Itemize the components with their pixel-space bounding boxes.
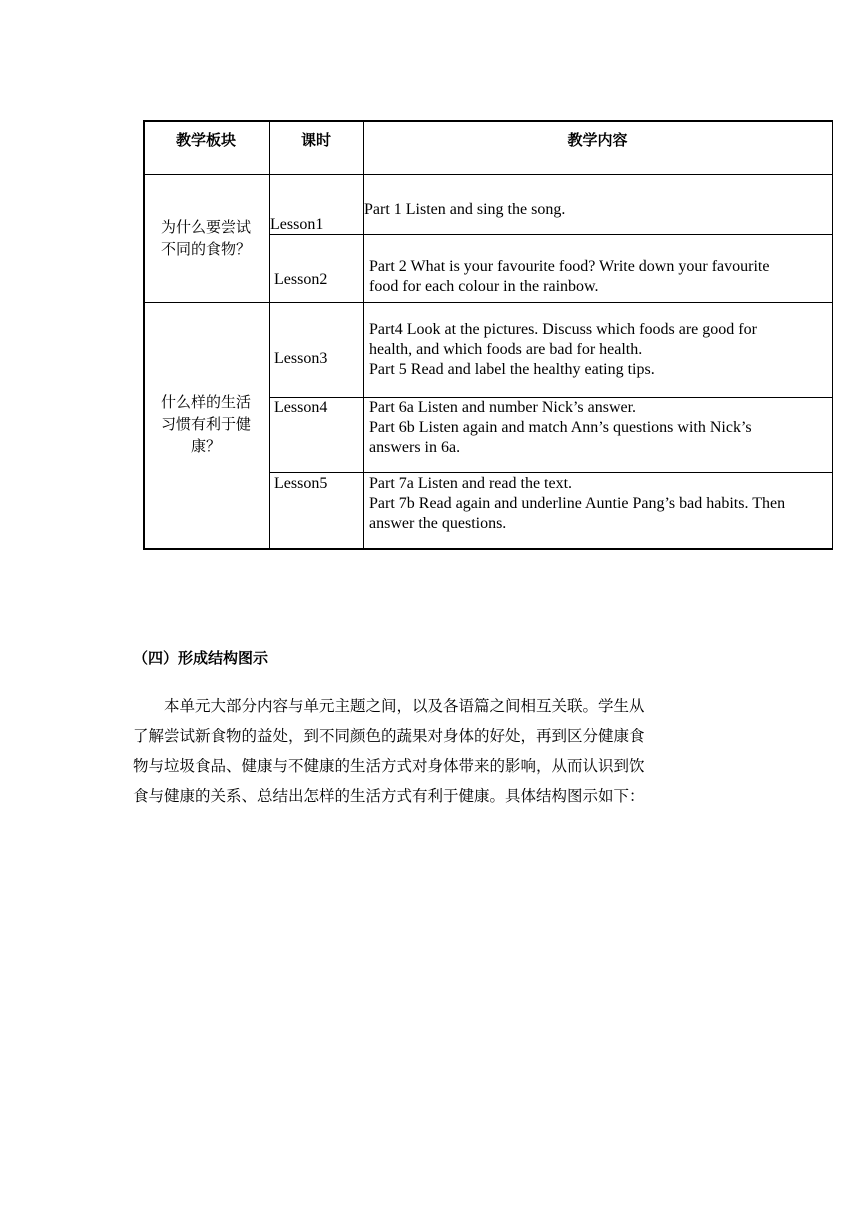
lesson3-label: Lesson3 [274, 350, 328, 367]
lesson1-content [364, 200, 830, 220]
module-1-line-2: 不同的食物？ [160, 240, 251, 258]
lesson3-content-line-2: health, and which foods are bad for health. [369, 341, 643, 358]
lesson2-label: Lesson2 [274, 271, 328, 288]
module-cell-2 [143, 391, 269, 457]
lesson4-label: Lesson4 [274, 399, 328, 416]
lesson4-content [369, 398, 831, 458]
lesson2-content-line-2: food for each colour in the rainbow. [369, 278, 599, 295]
table-border-top [143, 120, 833, 122]
lesson2-content [369, 257, 831, 297]
paragraph-line-4: 食与健康的关系、总结出怎样的生活方式有利于健康。具体结构图示如下： [133, 787, 645, 805]
table-border-left [143, 120, 145, 549]
lesson4-content-line-2: Part 6b Listen again and match Ann’s questions with Nick’s [369, 419, 752, 436]
lesson5-content [369, 474, 831, 534]
module-2-line-3: 康？ [190, 437, 221, 455]
lesson4-content-line-1: Part 6a Listen and number Nick’s answer. [369, 399, 637, 416]
section-heading: （四）形成结构图示 [133, 649, 269, 667]
table-border-lesson4-bottom [269, 472, 833, 473]
module-2-line-1: 什么样的生活 [160, 393, 251, 411]
lesson5-content-line-3: answer the questions. [369, 515, 507, 532]
paragraph-line-2: 了解尝试新食物的益处，到不同颜色的蔬果对身体的好处，再到区分健康食 [133, 727, 645, 745]
table-border-col1 [269, 120, 270, 549]
lesson5-label: Lesson5 [274, 475, 328, 492]
lesson5-content-line-1: Part 7a Listen and read the text. [369, 475, 573, 492]
lesson3-content-line-1: Part4 Look at the pictures. Discuss which foods are good for [369, 321, 757, 338]
lesson3-content-line-3: Part 5 Read and label the healthy eating tips. [369, 361, 655, 378]
table-border-section1-bottom [143, 302, 833, 303]
module-1-line-1: 为什么要尝试 [160, 218, 251, 236]
header-lesson: 课时 [300, 131, 331, 149]
lesson3-content [369, 320, 831, 380]
teaching-plan-table [143, 120, 833, 549]
table-border-right [832, 120, 834, 549]
module-cell-1 [143, 216, 269, 260]
header-content: 教学内容 [567, 131, 628, 149]
lesson4-content-line-3: answers in 6a. [369, 439, 461, 456]
table-border-header-bottom [143, 174, 833, 175]
lesson1-content-line-1: Part 1 Listen and sing the song. [364, 201, 566, 218]
module-2-line-2: 习惯有利于健 [160, 415, 251, 433]
body-paragraph [133, 691, 723, 811]
lesson1-label: Lesson1 [270, 216, 324, 233]
table-border-bottom [143, 548, 833, 550]
paragraph-line-3: 物与垃圾食品、健康与不健康的生活方式对身体带来的影响，从而认识到饮 [133, 757, 645, 775]
paragraph-line-1: 本单元大部分内容与单元主题之间，以及各语篇之间相互关联。学生从 [164, 697, 645, 715]
header-module: 教学板块 [175, 131, 236, 149]
lesson5-content-line-2: Part 7b Read again and underline Auntie Pang’s bad habits. Then [369, 495, 786, 512]
lesson2-content-line-1: Part 2 What is your favourite food? Write down your favourite [369, 258, 770, 275]
